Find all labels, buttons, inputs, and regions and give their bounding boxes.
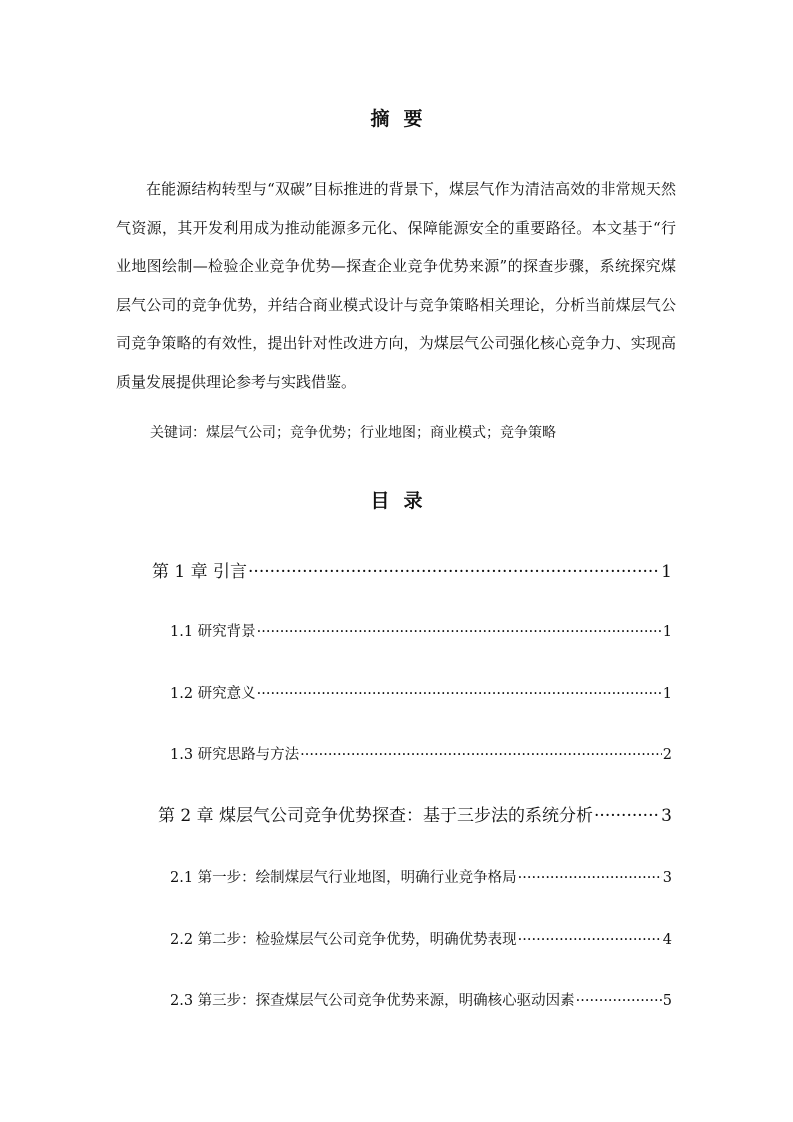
- toc-leader-dots: [518, 932, 662, 948]
- toc-page-number: 2: [662, 747, 672, 763]
- toc-page-number: 1: [661, 562, 672, 582]
- toc-entry-label: 第 2 章 煤层气公司竞争优势探查：基于三步法的系统分析: [158, 806, 594, 826]
- toc-entry-label: 第 1 章 引言: [152, 562, 248, 582]
- abstract-body: 在能源结构转型与“双碳”目标推进的背景下，煤层气作为清洁高效的非常规天然气资源，其开发利用成为推动能源多元化、保障能源安全的重要路径。本文基于“行业地图绘制—检验企业竞争优势—探查企业竞争优势来源”的探查步骤，系统探究煤层气公司的竞争优势，并结合商业模式设计与竞争策略相关理论，分析当前煤层气公司竞争策略的有效性，提出针对性改进方向，为煤层气公司强化核心竞争力、实现高质量发展提供理论参考与实践借鉴。: [116, 180, 676, 391]
- toc-leader-dots: [257, 686, 662, 702]
- toc-page-number: 1: [662, 624, 672, 640]
- toc-entry-label: 1.2 研究意义: [170, 686, 256, 702]
- toc-title: 目录: [370, 490, 437, 512]
- toc-page-number: 4: [662, 932, 672, 948]
- abstract-title: 摘要: [370, 108, 437, 130]
- toc-leader-dots: [594, 806, 660, 826]
- toc-entry-section-1-2: [170, 682, 672, 703]
- toc-page-number: 3: [662, 870, 672, 886]
- toc-entry-label: 2.3 第三步：探查煤层气公司竞争优势来源，明确核心驱动因素: [170, 993, 575, 1009]
- toc-entry-label: 1.3 研究思路与方法: [170, 747, 300, 763]
- toc-entry-section-1-1: [170, 620, 672, 641]
- keywords-line: 关键词：煤层气公司；竞争优势；行业地图；商业模式；竞争策略: [150, 425, 556, 441]
- toc-entry-label: 1.1 研究背景: [170, 624, 256, 640]
- toc-leader-dots: [248, 562, 660, 582]
- toc-entry-section-2-3: [170, 989, 672, 1010]
- toc-page-number: 1: [662, 686, 672, 702]
- toc-page-number: 3: [661, 806, 672, 826]
- toc-entry-chapter-1: [152, 557, 672, 582]
- toc-leader-dots: [257, 624, 662, 640]
- toc-entry-section-2-2: [170, 928, 672, 949]
- toc-leader-dots: [518, 870, 662, 886]
- toc-entry-label: 2.1 第一步：绘制煤层气行业地图，明确行业竞争格局: [170, 870, 517, 886]
- toc-leader-dots: [576, 993, 662, 1009]
- toc-page-number: 5: [662, 993, 672, 1009]
- toc-entry-section-2-1: [170, 866, 672, 887]
- toc-entry-chapter-2: [158, 801, 672, 826]
- toc-entry-label: 2.2 第二步：检验煤层气公司竞争优势，明确优势表现: [170, 932, 517, 948]
- toc-entry-section-1-3: [170, 743, 672, 764]
- toc-leader-dots: [300, 747, 662, 763]
